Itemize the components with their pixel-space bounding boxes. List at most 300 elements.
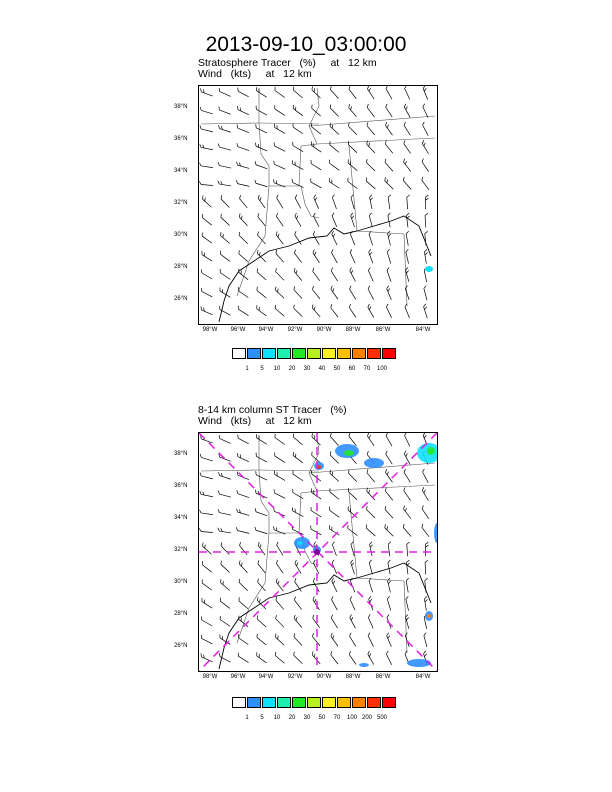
- wind-barb: [328, 470, 340, 482]
- wind-barb: [310, 86, 322, 98]
- lat-tick-label: 26°N: [174, 643, 188, 649]
- legend-label: 100: [376, 366, 387, 372]
- legend-swatch: [232, 348, 246, 359]
- wind-barb: [385, 451, 395, 464]
- wind-barb: [200, 288, 214, 297]
- wind-barb: [256, 615, 268, 627]
- wind-barb: [199, 181, 213, 185]
- wind-barb: [200, 653, 214, 661]
- wind-barb: [236, 143, 250, 150]
- wind-barb: [238, 579, 250, 591]
- wind-barb: [385, 433, 395, 446]
- state-border: [259, 435, 319, 533]
- state-border: [317, 485, 435, 491]
- wind-barb: [403, 451, 412, 465]
- panel2-title-line1: 8-14 km column ST Tracer (%): [198, 404, 347, 416]
- wind-barb: [348, 433, 359, 446]
- state-border: [237, 533, 269, 643]
- wind-barb: [332, 542, 340, 556]
- wind-barb: [274, 615, 286, 627]
- wind-barb: [407, 195, 411, 209]
- wind-barb: [219, 251, 232, 262]
- panel2-title-line2: Wind (kts) at 12 km: [198, 415, 312, 427]
- wind-barb: [255, 453, 269, 462]
- legend-swatch: [367, 348, 381, 359]
- wind-barb: [405, 249, 411, 263]
- wind-barb: [365, 524, 378, 535]
- lon-tick-label: 84°W: [415, 327, 431, 333]
- wind-barb: [347, 470, 359, 482]
- wind-barb: [255, 87, 268, 97]
- lon-tick-label: 98°W: [202, 674, 218, 680]
- wind-barb: [423, 304, 430, 318]
- wind-barb: [273, 124, 287, 134]
- wind-barb: [254, 471, 268, 480]
- wind-barb: [349, 268, 358, 282]
- wind-barb: [238, 561, 250, 573]
- state-border: [237, 186, 269, 296]
- wind-barb: [237, 269, 250, 280]
- lon-tick-label: 90°W: [316, 327, 332, 333]
- legend-label: 200: [361, 715, 372, 721]
- legend-swatch: [292, 348, 306, 359]
- wind-barb: [273, 105, 286, 115]
- wind-barb: [386, 286, 394, 300]
- wind-barb: [312, 231, 322, 245]
- wind-barb: [367, 304, 377, 318]
- wind-barb: [366, 104, 377, 117]
- wind-barb: [275, 250, 286, 263]
- state-border: [317, 138, 435, 144]
- legend-label: 500: [376, 715, 387, 721]
- wind-barb: [384, 506, 396, 518]
- legend-label: 20: [288, 366, 296, 372]
- wind-barb: [201, 196, 213, 208]
- wind-barb: [328, 160, 341, 171]
- wind-barb: [421, 524, 432, 537]
- wind-barb: [199, 491, 213, 497]
- wind-barb: [218, 88, 232, 96]
- wind-barb: [404, 304, 412, 318]
- wind-barb: [274, 634, 286, 646]
- wind-barb: [293, 615, 304, 628]
- wind-barb: [386, 267, 394, 281]
- wind-barb: [330, 286, 340, 299]
- wind-barb: [217, 181, 231, 186]
- wind-barb: [406, 578, 411, 592]
- wind-barb: [329, 86, 341, 98]
- wind-barb: [218, 435, 232, 443]
- wind-barb: [199, 107, 213, 114]
- wind-barb: [291, 470, 304, 480]
- wind-barb: [236, 125, 250, 133]
- wind-barb: [388, 542, 393, 556]
- tracer-blob: [434, 523, 437, 543]
- wind-barb: [199, 454, 213, 461]
- wind-barb: [331, 213, 339, 227]
- legend-label: 5: [260, 366, 264, 372]
- tracer-blob: [344, 450, 354, 456]
- legend-swatch: [307, 697, 321, 708]
- wind-barb: [328, 507, 341, 518]
- wind-barb: [273, 434, 286, 445]
- state-border: [301, 186, 319, 218]
- wind-barb: [238, 195, 249, 208]
- panel1-title-line2: Wind (kts) at 12 km: [198, 68, 312, 80]
- wind-barb: [425, 578, 429, 592]
- wind-barb: [422, 122, 431, 136]
- wind-barb: [217, 144, 231, 151]
- map-canvas: [199, 433, 437, 671]
- wind-barb: [366, 469, 377, 482]
- wind-barb: [424, 249, 429, 263]
- lon-tick-label: 84°W: [415, 674, 431, 680]
- lon-tick-label: 94°W: [258, 327, 274, 333]
- legend-label: 1: [245, 366, 249, 372]
- wind-barb: [293, 597, 304, 610]
- wind-barb: [237, 250, 250, 261]
- wind-barb: [424, 596, 429, 610]
- wind-barb: [291, 123, 304, 133]
- wind-barb: [384, 159, 396, 171]
- wind-barb: [274, 305, 287, 316]
- main-title: 2013-09-10_03:00:00: [205, 33, 407, 56]
- wind-barb: [257, 195, 268, 208]
- wind-barb: [347, 141, 359, 153]
- wind-barb: [275, 560, 285, 573]
- lon-tick-label: 86°W: [375, 327, 391, 333]
- wind-barb: [257, 542, 268, 555]
- tracer-blob: [425, 266, 433, 272]
- wind-barb: [200, 635, 214, 644]
- lat-tick-label: 32°N: [174, 200, 188, 206]
- wind-barb: [292, 452, 305, 463]
- wind-barb: [386, 633, 394, 647]
- legend-label: 50: [333, 366, 341, 372]
- tracer-blob: [359, 663, 369, 667]
- wind-barb: [200, 251, 213, 261]
- wind-barb: [425, 231, 429, 245]
- wind-barb: [421, 487, 431, 501]
- wind-barb: [236, 435, 250, 444]
- state-border: [349, 493, 357, 578]
- wind-barb: [256, 268, 268, 280]
- wind-barb: [200, 306, 214, 314]
- legend-label: 5: [260, 715, 264, 721]
- wind-barb: [347, 104, 358, 117]
- wind-barb: [425, 560, 429, 574]
- wind-barb: [384, 487, 395, 500]
- wind-barb: [383, 177, 395, 189]
- wind-barb: [255, 106, 269, 115]
- wind-barb: [421, 158, 431, 171]
- wind-barb: [403, 487, 413, 500]
- wind-barb: [237, 597, 250, 608]
- legend-swatch: [352, 697, 366, 708]
- wind-barb: [200, 616, 214, 626]
- lon-tick-label: 92°W: [287, 674, 303, 680]
- wind-barb: [422, 86, 430, 100]
- wind-barb: [237, 634, 250, 644]
- legend-swatch: [292, 697, 306, 708]
- state-border: [201, 435, 259, 471]
- wind-barb: [236, 180, 250, 186]
- tracer-blob: [297, 541, 303, 545]
- tracer-blob: [427, 614, 431, 618]
- wind-barb: [369, 560, 376, 574]
- wind-barb: [218, 125, 232, 132]
- panel1-title-line1: Stratosphere Tracer (%) at 12 km: [198, 57, 377, 69]
- lon-tick-label: 92°W: [287, 327, 303, 333]
- wind-barb: [275, 213, 285, 226]
- wind-barb: [274, 268, 286, 280]
- lon-tick-label: 98°W: [202, 327, 218, 333]
- wind-barb: [200, 269, 214, 279]
- wind-barb: [403, 140, 413, 153]
- wind-barb: [402, 177, 413, 190]
- wind-barb: [313, 213, 322, 227]
- wind-barb: [421, 505, 431, 518]
- wind-barb: [217, 509, 231, 515]
- wind-barb: [365, 159, 377, 171]
- legend-swatch: [262, 348, 276, 359]
- wind-barb: [311, 286, 322, 299]
- lon-tick-label: 88°W: [345, 327, 361, 333]
- lon-tick-label: 88°W: [345, 674, 361, 680]
- wind-barb: [310, 489, 323, 499]
- wind-barb: [347, 488, 359, 500]
- lat-tick-label: 30°N: [174, 232, 188, 238]
- wind-barb: [348, 86, 359, 99]
- wind-barb: [403, 469, 413, 482]
- lat-tick-label: 38°N: [174, 104, 188, 110]
- state-border: [349, 146, 357, 231]
- lat-tick-label: 36°N: [174, 483, 188, 489]
- wind-barb: [276, 542, 286, 555]
- wind-barb: [329, 433, 341, 445]
- wind-barb: [273, 142, 287, 151]
- wind-barb: [365, 177, 378, 188]
- state-border: [259, 88, 319, 186]
- wind-barb: [255, 652, 268, 663]
- center-marker: [314, 549, 320, 555]
- coastline: [219, 216, 431, 322]
- wind-barb: [291, 489, 305, 499]
- wind-barb: [368, 249, 376, 263]
- legend-swatch: [322, 348, 336, 359]
- wind-barb: [331, 231, 340, 245]
- panel2-legend: [232, 697, 400, 727]
- wind-barb: [349, 249, 358, 263]
- wind-barb: [292, 434, 305, 445]
- wind-barb: [405, 286, 412, 300]
- wind-barb: [256, 232, 268, 244]
- wind-barb: [292, 105, 305, 116]
- wind-barb: [387, 596, 394, 610]
- wind-barb: [200, 598, 213, 608]
- wind-barb: [348, 633, 358, 647]
- wind-barb: [421, 140, 431, 154]
- wind-barb: [311, 304, 323, 316]
- wind-barb: [328, 178, 341, 188]
- legend-swatch: [262, 697, 276, 708]
- wind-barb: [293, 250, 304, 263]
- lat-tick-label: 34°N: [174, 168, 188, 174]
- wind-barb: [350, 231, 358, 245]
- panel2-map: [198, 432, 438, 672]
- wind-barb: [236, 453, 250, 462]
- wind-barb: [293, 268, 304, 281]
- wind-barb: [276, 195, 286, 208]
- wind-barb: [425, 542, 428, 556]
- legend-swatch: [352, 348, 366, 359]
- wind-barb: [368, 267, 376, 281]
- wind-barb: [366, 86, 376, 99]
- wind-barb: [384, 122, 395, 135]
- panel1-legend: [232, 348, 400, 378]
- wind-barb: [422, 104, 431, 118]
- wind-barb: [383, 524, 395, 536]
- wind-barb: [328, 123, 340, 135]
- wind-barb: [404, 433, 413, 446]
- wind-barb: [384, 140, 395, 153]
- wind-barb: [366, 122, 377, 135]
- wind-barb: [330, 615, 340, 628]
- legend-label: 70: [333, 715, 341, 721]
- wind-barb: [199, 510, 213, 515]
- wind-barb: [254, 527, 268, 534]
- wind-barb: [254, 143, 268, 151]
- wind-barb: [366, 433, 376, 446]
- wind-barb: [218, 107, 232, 115]
- wind-barb: [236, 527, 250, 533]
- lon-tick-label: 86°W: [375, 674, 391, 680]
- wind-barb: [347, 123, 359, 135]
- wind-barb: [329, 651, 340, 664]
- wind-barb: [330, 268, 340, 281]
- wind-barb: [368, 231, 375, 245]
- legend-swatch: [247, 348, 261, 359]
- wind-barb: [309, 507, 322, 517]
- tracer-blob: [407, 659, 431, 667]
- wind-barb: [293, 633, 305, 645]
- wind-barb: [407, 542, 411, 556]
- legend-swatch: [247, 697, 261, 708]
- wind-barb: [404, 86, 413, 99]
- wind-barb: [274, 287, 286, 299]
- wind-barb: [349, 615, 358, 629]
- state-border: [357, 578, 404, 581]
- wind-barb: [367, 651, 377, 665]
- wind-barb: [328, 525, 341, 535]
- wind-barb: [237, 653, 250, 663]
- wind-barb: [385, 304, 394, 318]
- wind-barb: [218, 306, 232, 315]
- wind-barb: [273, 489, 287, 498]
- wind-barb: [329, 104, 341, 116]
- wind-barb: [238, 214, 250, 226]
- legend-label: 10: [273, 715, 281, 721]
- wind-barb: [274, 652, 287, 663]
- lon-tick-label: 96°W: [230, 327, 246, 333]
- wind-barb: [254, 161, 268, 169]
- wind-barb: [368, 578, 375, 592]
- state-border: [357, 231, 404, 234]
- wind-barb: [218, 653, 232, 662]
- wind-barb: [275, 231, 286, 244]
- wind-barb: [423, 633, 430, 647]
- wind-barb: [348, 286, 358, 300]
- wind-barb: [236, 106, 250, 115]
- wind-barb: [292, 87, 305, 98]
- wind-barb: [309, 160, 322, 170]
- wind-barb: [219, 579, 232, 590]
- wind-barb: [425, 213, 429, 227]
- map-canvas: [199, 86, 437, 324]
- wind-barb: [201, 579, 214, 590]
- legend-swatch: [337, 348, 351, 359]
- tracer-blob: [427, 447, 435, 455]
- wind-barb: [329, 304, 340, 317]
- wind-barb: [312, 249, 322, 262]
- wind-barb: [254, 490, 268, 498]
- wind-barb: [402, 506, 413, 519]
- wind-barb: [346, 159, 359, 170]
- wind-barb: [423, 286, 430, 300]
- lat-tick-label: 28°N: [174, 264, 188, 270]
- wind-barb: [199, 88, 213, 96]
- wind-barb: [218, 472, 232, 479]
- wind-barb: [292, 305, 304, 317]
- panel1-map: [198, 85, 438, 325]
- legend-label: 30: [303, 715, 311, 721]
- lat-tick-label: 28°N: [174, 611, 188, 617]
- wind-barb: [217, 491, 231, 498]
- legend-label: 70: [363, 366, 371, 372]
- wind-barb: [293, 286, 305, 298]
- wind-barb: [425, 195, 428, 209]
- wind-barb: [369, 542, 375, 556]
- wind-barb: [219, 561, 231, 573]
- lon-tick-label: 96°W: [230, 674, 246, 680]
- wind-barb: [309, 178, 323, 187]
- wind-barb: [219, 269, 232, 279]
- legend-swatch: [277, 348, 291, 359]
- wind-barb: [367, 286, 376, 300]
- wind-barb: [199, 528, 213, 532]
- wind-barb: [403, 122, 413, 135]
- wind-barb: [349, 596, 358, 610]
- coastline: [219, 563, 431, 669]
- legend-swatch: [277, 697, 291, 708]
- wind-barb: [219, 598, 232, 609]
- legend-swatch: [382, 348, 396, 359]
- wind-barb: [348, 651, 358, 664]
- wind-barb: [201, 561, 214, 572]
- wind-barb: [272, 508, 286, 516]
- wind-barb: [332, 195, 340, 209]
- lat-tick-label: 32°N: [174, 547, 188, 553]
- wind-barb: [201, 232, 214, 243]
- legend-label: 10: [273, 366, 281, 372]
- wind-barb: [294, 213, 304, 227]
- wind-barb: [331, 578, 340, 592]
- wind-barb: [402, 524, 413, 537]
- wind-barb: [311, 268, 322, 281]
- wind-barb: [385, 651, 394, 665]
- wind-barb: [422, 469, 431, 483]
- wind-barb: [217, 162, 231, 168]
